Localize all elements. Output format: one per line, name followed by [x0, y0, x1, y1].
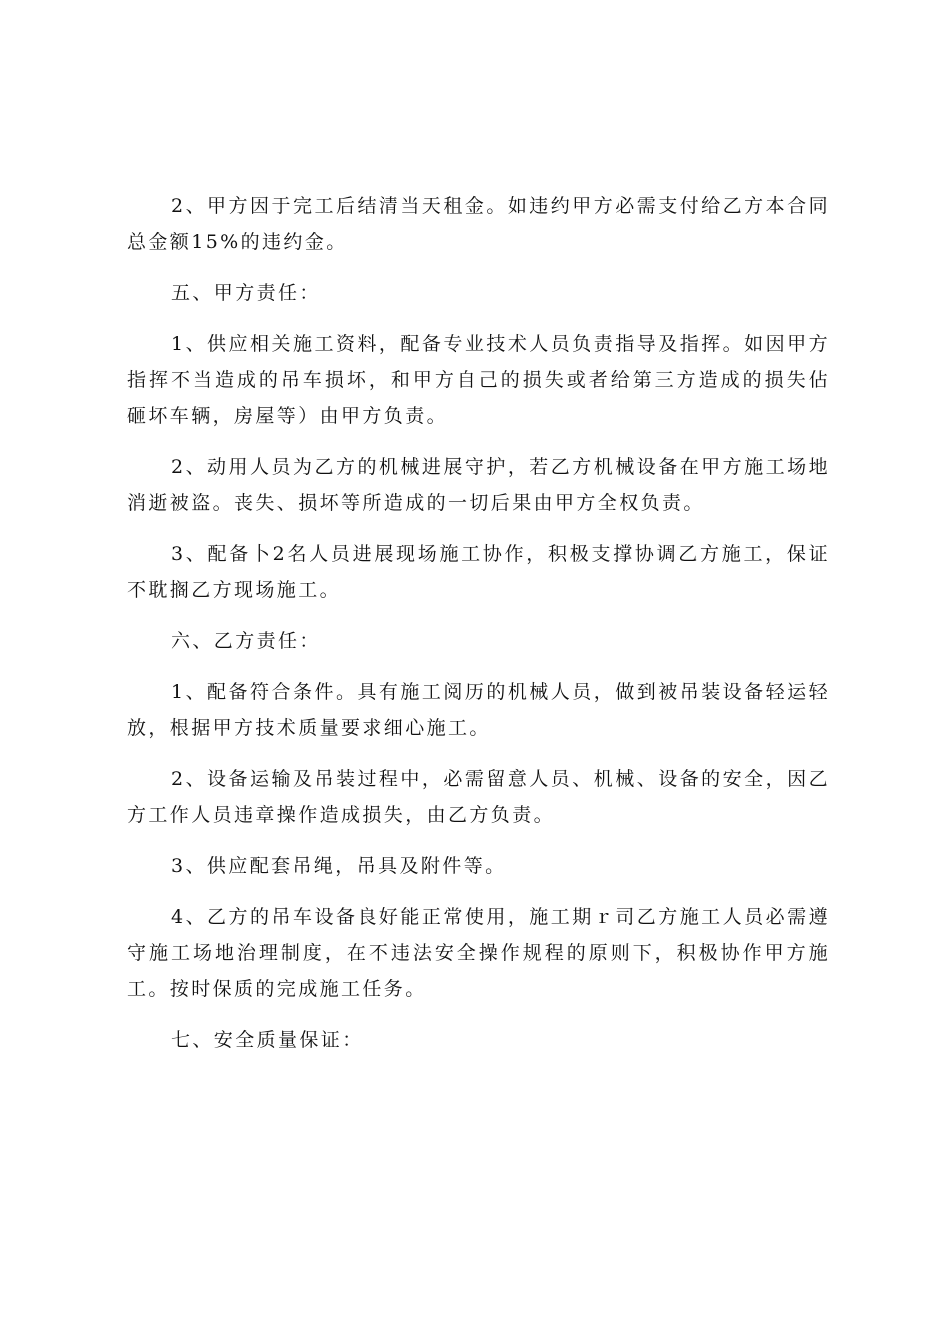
- paragraph-party-b-item-3: 3、供应配套吊绳，吊具及附件等。: [171, 855, 507, 877]
- paragraph-party-b-item-2: 2、设备运输及吊装过程中，必需留意人员、机械、设备的安全，因乙方工作人员违章操作造成损失，由乙方负责。: [127, 768, 830, 826]
- paragraph-party-a-item-1: 1、供应相关施工资料，配备专业技术人员负责指导及指挥。如因甲方指挥不当造成的吊车损坏，和甲方自己的损失或者给第三方造成的损失佔砸坏车辆，房屋等）由甲方负责。: [127, 333, 830, 427]
- paragraph-party-b-item-1: 1、配备符合条件。具有施工阅历的机械人员，做到被吊装设备轻运轻放，根据甲方技术质量要求细心施工。: [127, 681, 830, 739]
- section-heading-party-a-responsibility: 五、甲方责任：: [171, 282, 321, 304]
- section-heading-safety-quality: 七、安全质量保证：: [171, 1029, 364, 1051]
- paragraph-payment-clause: 2、甲方因于完工后结清当天租金。如违约甲方必需支付给乙方本合同总金额15%的违约金。: [127, 195, 830, 253]
- paragraph-party-b-item-4: 4、乙方的吊车设备良好能正常使用，施工期ｒ司乙方施工人员必需遵守施工场地治理制度，在不违法安全操作规程的原则下，积极协作甲方施工。按时保质的完成施工任务。: [127, 906, 830, 1000]
- paragraph-party-a-item-2: 2、动用人员为乙方的机械进展守护，若乙方机械设备在甲方施工场地消逝被盗。丧失、损坏等所造成的一切后果由甲方全权负责。: [127, 456, 830, 514]
- document-body: [127, 188, 830, 1073]
- section-heading-party-b-responsibility: 六、乙方责任：: [171, 630, 321, 652]
- paragraph-party-a-item-3: 3、配备卜2名人员进展现场施工协作，积极支撑协调乙方施工，保证不耽搁乙方现场施工。: [127, 543, 830, 601]
